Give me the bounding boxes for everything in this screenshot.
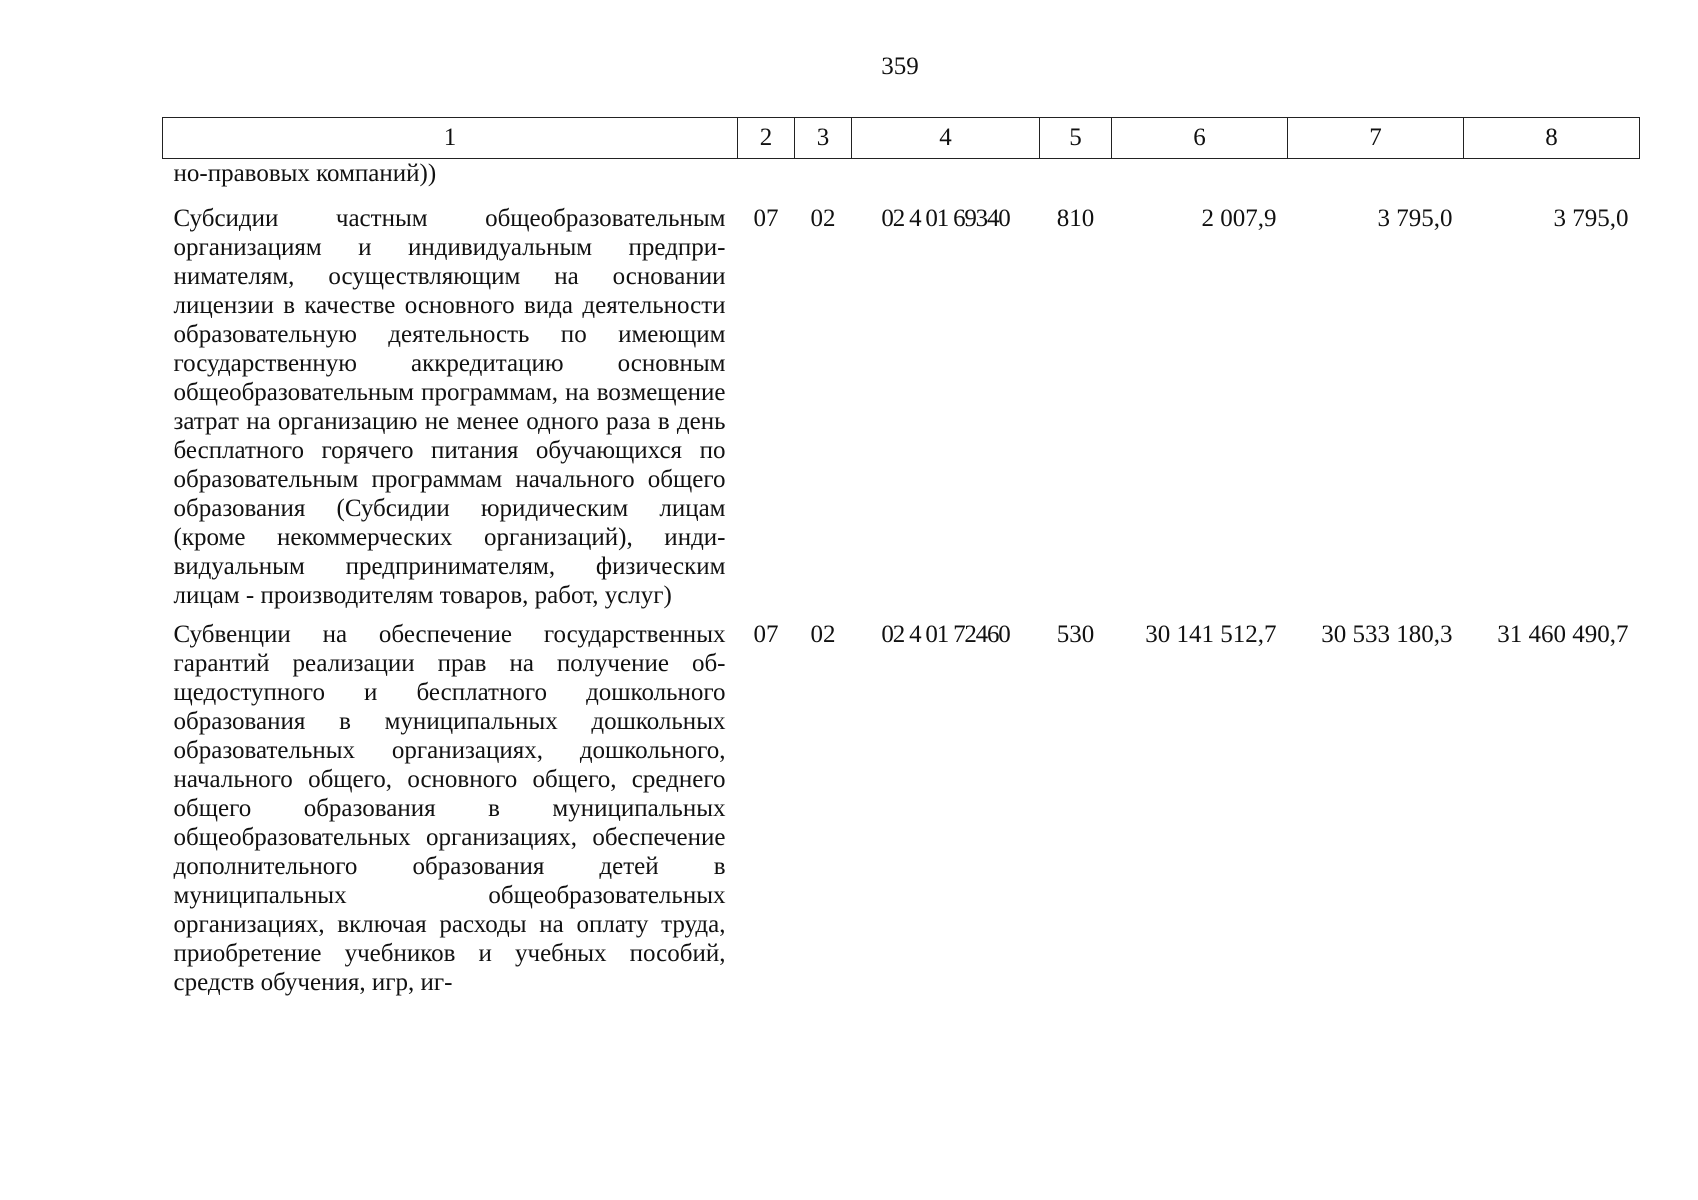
header-col-4: 4	[852, 118, 1040, 159]
header-col-6: 6	[1112, 118, 1288, 159]
header-col-3: 3	[795, 118, 852, 159]
row-amount-col-6: 2 007,9	[1201, 205, 1277, 232]
page-number: 359	[881, 53, 919, 80]
header-col-1: 1	[163, 118, 738, 159]
table-row	[163, 620, 1640, 1007]
row-target-code: 02 4 01 72460	[881, 621, 1010, 648]
row-amount-col-8: 3 795,0	[1553, 205, 1629, 232]
header-col-8: 8	[1464, 118, 1640, 159]
table-header	[163, 118, 1640, 159]
continuation-text: но-правовых компаний))	[173, 160, 437, 187]
row-amount-col-8: 31 460 490,7	[1497, 621, 1629, 648]
budget-table	[162, 117, 1640, 1007]
header-col-7: 7	[1288, 118, 1464, 159]
header-col-5: 5	[1040, 118, 1112, 159]
continuation-row	[163, 159, 1640, 205]
row-subsection: 02	[810, 621, 836, 648]
row-section: 07	[753, 205, 779, 232]
table-row	[163, 204, 1640, 620]
row-amount-col-7: 30 533 180,3	[1321, 621, 1453, 648]
row-expense-type: 530	[1056, 621, 1095, 648]
row-amount-col-7: 3 795,0	[1377, 205, 1453, 232]
header-col-2: 2	[738, 118, 795, 159]
row-expense-type: 810	[1056, 205, 1095, 232]
header-row	[163, 118, 1640, 159]
table-body	[163, 159, 1640, 1008]
row-amount-col-6: 30 141 512,7	[1145, 621, 1277, 648]
row-description: Субвенции на обеспечение государственных гарантий реализации прав на получение общедоступного и бесплатного дошкольного образования в муниципальных дошкольных образовательных организациях, дошкольного, начального общего, основного общего, среднего общего образования в муниципальных общеобразовательных организациях, обеспечение дополнительного образования детей в муниципальных общеобразовательных организациях, включая расходы на оплату труда, приобретение учебников и учебных пособий, средств обучения, игр, иг-	[173, 621, 726, 996]
row-section: 07	[753, 621, 779, 648]
row-subsection: 02	[810, 205, 836, 232]
row-description: Субсидии частным общеобразовательным организациям и индивидуальным предпринимателям, осуществляющим на основании лицензии в качестве основного вида деятельности образовательную деятельность по имеющим государственную аккредитацию основным общеобразовательным программам, на возмещение затрат на организацию не менее одного раза в день бесплатного горячего питания обучающихся по образовательным программам начального общего образования (Субсидии юридическим лицам (кроме некоммерческих организаций), индивидуальным предпринимателям, физическим лицам - производителям товаров, работ, услуг)	[173, 205, 726, 609]
row-target-code: 02 4 01 69340	[881, 205, 1010, 232]
